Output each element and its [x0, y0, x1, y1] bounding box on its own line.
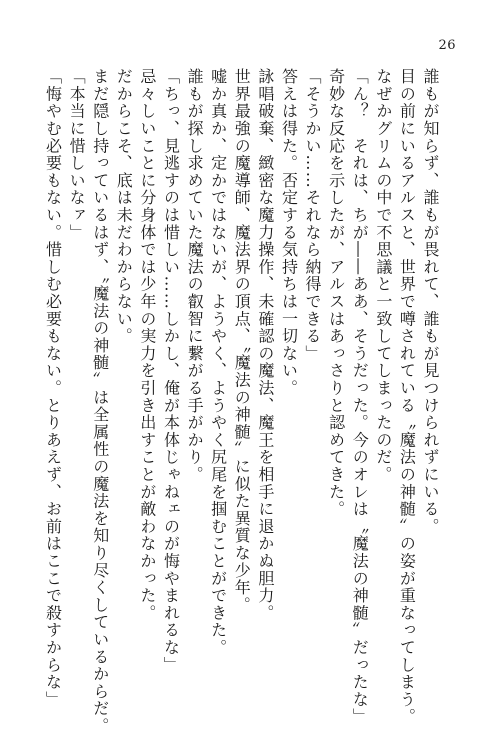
text-line: 「ちっ、見逃すのは惜しい……しかし、俺が本体じゃねェのが悔やまれるな」: [161, 68, 181, 674]
text-line: 誰もが知らず、誰もが畏れて、誰もが見つけられずにいる。: [421, 68, 440, 536]
text-line: 目の前にいるアルスと、世界で噂されている〝魔法の神髄〟の姿が重なってしまう。: [397, 68, 417, 726]
text-line: 誰もが探し求めていた魔法の叡智に繋がる手がかり。: [185, 68, 205, 484]
text-line: 答えは得た。否定する気持ちは一切ない。: [279, 68, 299, 397]
vertical-text-block: [41, 68, 442, 735]
text-line: 忌々しいことに分身体では少年の実力を引き出すことが敵わなかった。: [137, 68, 157, 622]
text-line: まだ隠し持っているはず、〝魔法の神髄〟は全属性の魔法を知り尽くしているからだ。: [90, 68, 110, 735]
text-line: 「悔やむ必要もない。惜しむ必要もない。とりあえず、お前はここで殺すからな」: [43, 68, 63, 709]
text-line: 詠唱破棄、緻密な魔力操作、未確認の魔法、魔王を相手に退かぬ胆力。: [255, 68, 275, 622]
text-line: 「本当に惜しいなァ」: [67, 68, 87, 241]
text-line: 奇妙な反応を示したが、アルスはあっさりと認めてきた。: [326, 68, 346, 518]
text-line: 嘘か真か、定かではないが、ようやく、ようやく尻尾を掴むことができた。: [208, 68, 228, 657]
text-line: なぜかグリムの中で不思議と一致してしまったのだ。: [373, 68, 393, 484]
text-line: だからこそ、底は未だわからない。: [114, 68, 134, 345]
text-line: 世界最強の魔導師、魔法界の頂点、〝魔法の神髄〟に似た異質な少年。: [232, 68, 252, 614]
text-line: 「ん？ それは、ちが――ああ、そうだった。今のオレは〝魔法の神髄〟だったな」: [350, 68, 370, 726]
page-number: 26: [438, 38, 456, 53]
text-line: 「そうかい……それなら納得できる」: [303, 68, 323, 363]
